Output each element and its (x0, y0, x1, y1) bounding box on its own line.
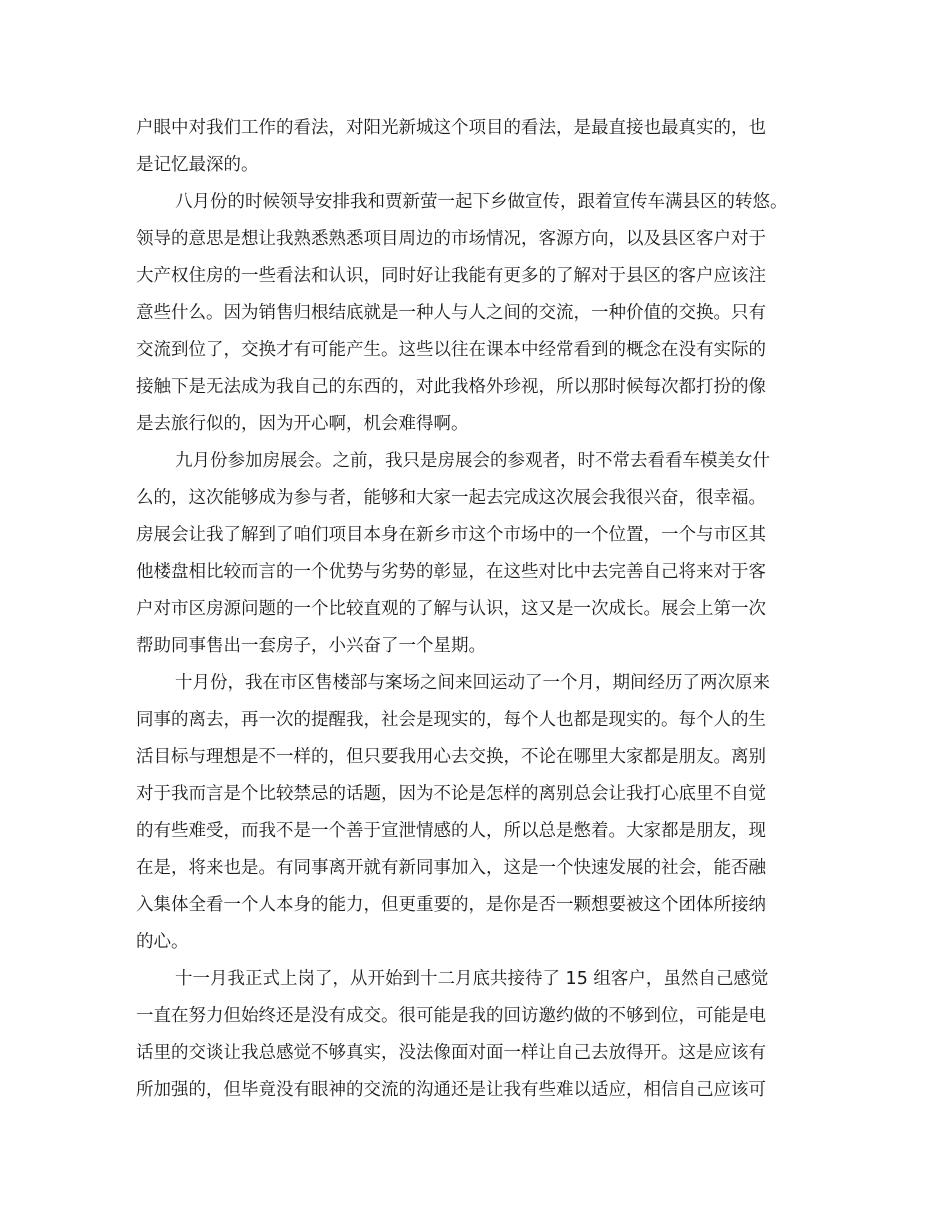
text-line: 意些什么。因为销售归根结底就是一种人与人之间的交流，一种价值的交换。只有 (136, 303, 766, 323)
text-line: 帮助同事售出一套房子，小兴奋了一个星期。 (136, 636, 486, 656)
text-line: 对于我而言是个比较禁忌的话题，因为不论是怎样的离别总会让我打心底里不自觉 (136, 784, 766, 804)
text-line: 活目标与理想是不一样的，但只要我用心去交换，不论在哪里大家都是朋友。离别 (136, 747, 766, 767)
paragraph-first-line: 十月份，我在市区售楼部与案场之间来回运动了一个月，期间经历了两次原来 (175, 673, 770, 693)
text-line: 是记忆最深的。 (136, 155, 259, 175)
text-line: 户对市区房源问题的一个比较直观的了解与认识，这又是一次成长。展会上第一次 (136, 599, 766, 619)
paragraph-first-line: 十一月我正式上岗了，从开始到十二月底共接待了 15 组客户，虽然自己感觉 (175, 969, 769, 989)
text-line: 话里的交谈让我总感觉不够真实，没法像面对面一样让自己去放得开。这是应该有 (136, 1043, 766, 1063)
text-line: 是去旅行似的，因为开心啊，机会难得啊。 (136, 414, 469, 434)
text-line: 房展会让我了解到了咱们项目本身在新乡市这个市场中的一个位置，一个与市区其 (136, 525, 766, 545)
text-line: 一直在努力但始终还是没有成交。很可能是我的回访邀约做的不够到位，可能是电 (136, 1006, 766, 1026)
text-line: 的心。 (136, 932, 189, 952)
text-line: 接触下是无法成为我自己的东西的，对此我格外珍视，所以那时候每次都打扮的像 (136, 377, 766, 397)
text-line: 在是，将来也是。有同事离开就有新同事加入，这是一个快速发展的社会，能否融 (136, 858, 766, 878)
paragraph-first-line: 九月份参加房展会。之前，我只是房展会的参观者，时不常去看看车模美女什 (175, 451, 770, 471)
text-line: 所加强的，但毕竟没有眼神的交流的沟通还是让我有些难以适应，相信自己应该可 (136, 1080, 766, 1100)
text-line: 么的，这次能够成为参与者，能够和大家一起去完成这次展会我很兴奋，很幸福。 (136, 488, 766, 508)
text-line: 同事的离去，再一次的提醒我，社会是现实的，每个人也都是现实的。每个人的生 (136, 710, 766, 730)
text-line: 领导的意思是想让我熟悉熟悉项目周边的市场情况，客源方向，以及县区客户对于 (136, 229, 766, 249)
text-line: 的有些难受，而我不是一个善于宣泄情感的人，所以总是憋着。大家都是朋友，现 (136, 821, 766, 841)
text-line: 他楼盘相比较而言的一个优势与劣势的彰显，在这些对比中去完善自己将来对于客 (136, 562, 766, 582)
text-line: 入集体全看一个人本身的能力，但更重要的，是你是否一颗想要被这个团体所接纳 (136, 895, 766, 915)
text-line: 大产权住房的一些看法和认识，同时好让我能有更多的了解对于县区的客户应该注 (136, 266, 766, 286)
text-line: 交流到位了，交换才有可能产生。这些以往在课本中经常看到的概念在没有实际的 (136, 340, 766, 360)
text-line: 户眼中对我们工作的看法，对阳光新城这个项目的看法，是最直接也最真实的，也 (136, 118, 766, 138)
paragraph-first-line: 八月份的时候领导安排我和贾新萤一起下乡做宣传，跟着宣传车满县区的转悠。 (175, 192, 788, 212)
